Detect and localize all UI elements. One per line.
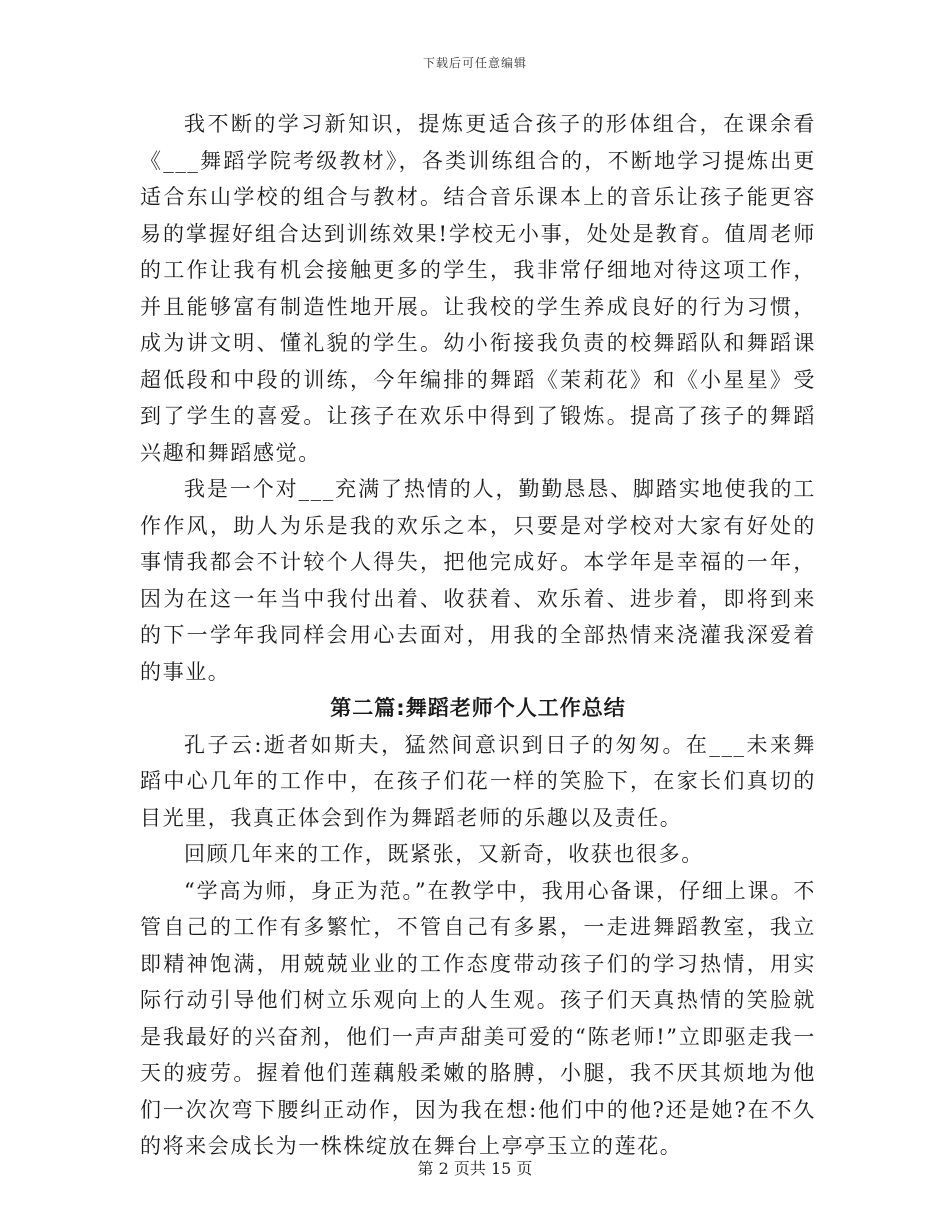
- page-header-note: 下载后可任意编辑: [422, 56, 527, 70]
- document-body: [140, 106, 816, 1165]
- paragraph-confucius-quote: 孔子云:逝者如斯夫，猛然间意识到日子的匆匆。在___未来舞蹈中心几年的工作中，在孩子们花一样的笑脸下，在家长们真切的目光里，我真正体会到作为舞蹈老师的乐趣以及责任。: [140, 732, 816, 830]
- paragraph-work-attitude: 我是一个对___充满了热情的人，勤勤恳恳、脚踏实地使我的工作作风，助人为乐是我的欢乐之本，只要是对学校对大家有好处的事情我都会不计较个人得失，把他完成好。本学年是幸福的一年，因为在这一年当中我付出着、收获着、欢乐着、进步着，即将到来的下一学年我同样会用心去面对，用我的全部热情来浇灌我深爱着的事业。: [140, 477, 816, 684]
- paragraph-teaching: “学高为师，身正为范。”在教学中，我用心备课，仔细上课。不管自己的工作有多繁忙，不管自己有多累，一走进舞蹈教室，我立即精神饱满，用兢兢业业的工作态度带动孩子们的学习热情，用实际行动引导他们树立乐观向上的人生观。孩子们天真热情的笑脸就是我最好的兴奋剂，他们一声声甜美可爱的“陈老师!”立即驱走我一天的疲劳。握着他们莲藕般柔嫩的胳膊，小腿，我不厌其烦地为他们一次次弯下腰纠正动作，因为我在想:他们中的他?还是她?在不久的将来会成长为一株株绽放在舞台上亭亭玉立的莲花。: [140, 878, 816, 1158]
- section-title: 第二篇:舞蹈老师个人工作总结: [330, 696, 626, 720]
- paragraph-school-dance-training: 我不断的学习新知识，提炼更适合孩子的形体组合，在课余看《___舞蹈学院考级教材》，各类训练组合的，不断地学习提炼出更适合东山学校的组合与教材。结合音乐课本上的音乐让孩子能更容易的掌握好组合达到训练效果!学校无小事，处处是教育。值周老师的工作让我有机会接触更多的学生，我非常仔细地对待这项工作，并且能够富有制造性地开展。让我校的学生养成良好的行为习惯，成为讲文明、懂礼貌的学生。幼小衔接我负责的校舞蹈队和舞蹈课超低段和中段的训练，今年编排的舞蹈《茉莉花》和《小星星》受到了学生的喜爱。让孩子在欢乐中得到了锻炼。提高了孩子的舞蹈兴趣和舞蹈感觉。: [140, 112, 816, 465]
- paragraph-review: 回顾几年来的工作，既紧张，又新奇，收获也很多。: [184, 842, 704, 866]
- page-number: 第 2 页共 15 页: [417, 1159, 533, 1178]
